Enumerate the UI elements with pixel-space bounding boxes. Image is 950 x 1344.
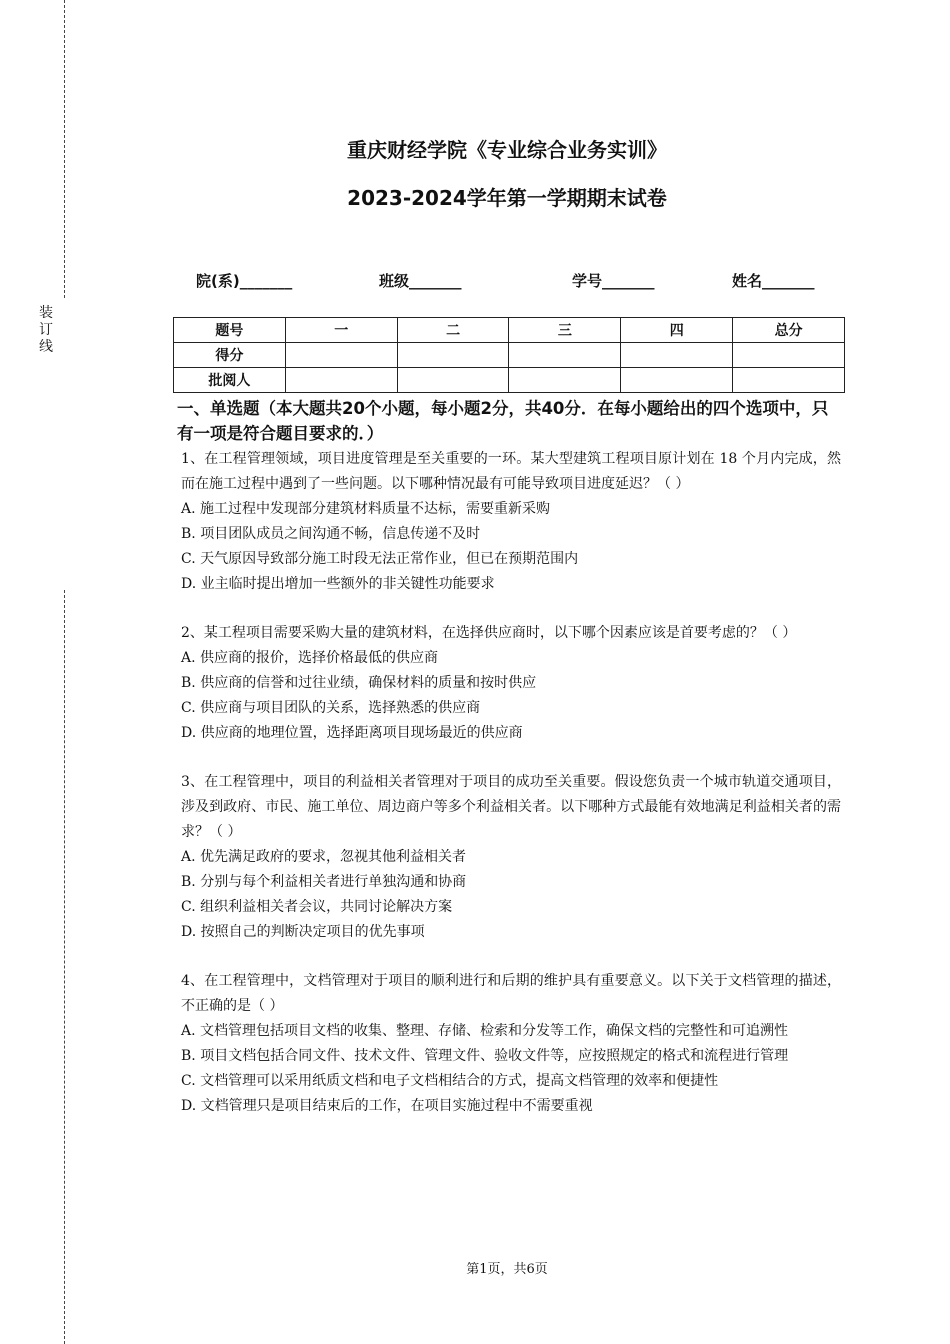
question-2 — [181, 621, 841, 746]
score-table-row-label: 得分 — [174, 343, 286, 368]
score-table-header-cell: 一 — [285, 318, 397, 343]
score-table-header-cell: 二 — [397, 318, 509, 343]
binding-label-char: 装 — [39, 305, 53, 321]
section-heading: 一、单选题（本大题共20个小题，每小题2分，共40分．在每小题给出的四个选项中，只有一项是符合题目要求的．） — [177, 399, 829, 443]
option-a: A. 文档管理包括项目文档的收集、整理、存储、检索和分发等工作，确保文档的完整性和可追溯性 — [181, 1023, 789, 1039]
score-table-cell — [733, 343, 845, 368]
option-a: A. 优先满足政府的要求，忽视其他利益相关者 — [181, 849, 467, 865]
score-table-header-cell: 三 — [509, 318, 621, 343]
score-table-cell — [397, 368, 509, 393]
question-3 — [181, 770, 841, 945]
question-stem: 3、在工程管理中，项目的利益相关者管理对于项目的成功至关重要。假设您负责一个城市轨道交通项目，涉及到政府、市民、施工单位、周边商户等多个利益相关者。以下哪种方式最能有效地满足利益相关者的需求？（ ） — [181, 774, 841, 840]
score-table-header-cell: 总分 — [733, 318, 845, 343]
page-footer: 第1页，共6页 — [466, 1262, 548, 1277]
score-table-row-grader — [174, 368, 845, 393]
score-table-cell — [397, 343, 509, 368]
score-table-header-cell: 题号 — [174, 318, 286, 343]
option-b: B. 供应商的信誉和过往业绩，确保材料的质量和按时供应 — [181, 675, 537, 691]
score-table-cell — [285, 343, 397, 368]
binding-label-char: 订 — [39, 322, 53, 338]
option-c: C. 组织利益相关者会议，共同讨论解决方案 — [181, 899, 453, 915]
option-b: B. 项目文档包括合同文件、技术文件、管理文件、验收文件等，应按照规定的格式和流程进行管理 — [181, 1048, 789, 1064]
question-stem: 4、在工程管理中，文档管理对于项目的顺利进行和后期的维护具有重要意义。以下关于文档管理的描述，不正确的是（ ） — [181, 973, 841, 1014]
option-b: B. 分别与每个利益相关者进行单独沟通和协商 — [181, 874, 467, 890]
department-field: 院(系)_______ — [196, 272, 293, 290]
score-table-row-score — [174, 343, 845, 368]
option-c: C. 供应商与项目团队的关系，选择熟悉的供应商 — [181, 700, 481, 716]
score-table-cell — [621, 368, 733, 393]
student-id-field: 学号_______ — [572, 272, 655, 290]
option-d: D. 文档管理只是项目结束后的工作，在项目实施过程中不需要重视 — [181, 1098, 593, 1114]
class-field: 班级_______ — [379, 272, 462, 290]
question-4 — [181, 969, 841, 1119]
option-d: D. 业主临时提出增加一些额外的非关键性功能要求 — [181, 576, 495, 592]
binding-label-char: 线 — [39, 339, 53, 355]
score-table-header-cell: 四 — [621, 318, 733, 343]
exam-content — [177, 396, 841, 1143]
option-b: B. 项目团队成员之间沟通不畅，信息传递不及时 — [181, 526, 481, 542]
binding-label — [38, 305, 54, 356]
score-table-cell — [621, 343, 733, 368]
binding-dashed-line-bottom — [64, 590, 65, 1344]
score-table-cell — [733, 368, 845, 393]
student-info-row — [0, 270, 950, 292]
option-d: D. 按照自己的判断决定项目的优先事项 — [181, 924, 425, 940]
question-1 — [181, 447, 841, 597]
score-table-row-label: 批阅人 — [174, 368, 286, 393]
exam-title-line1: 重庆财经学院《专业综合业务实训》 — [347, 138, 667, 162]
option-d: D. 供应商的地理位置，选择距离项目现场最近的供应商 — [181, 725, 523, 741]
score-table — [173, 317, 845, 393]
exam-title-line2: 2023-2024学年第一学期期末试卷 — [347, 186, 667, 210]
option-c: C. 文档管理可以采用纸质文档和电子文档相结合的方式，提高文档管理的效率和便捷性 — [181, 1073, 719, 1089]
question-stem: 2、某工程项目需要采购大量的建筑材料，在选择供应商时，以下哪个因素应该是首要考虑的？（ ） — [181, 625, 797, 641]
score-table-cell — [285, 368, 397, 393]
question-stem: 1、在工程管理领域，项目进度管理是至关重要的一环。某大型建筑工程项目原计划在 18 个月内完成，然而在施工过程中遇到了一些问题。以下哪种情况最有可能导致项目进度延迟？（ ） — [181, 451, 841, 492]
option-a: A. 供应商的报价，选择价格最低的供应商 — [181, 650, 439, 666]
option-c: C. 天气原因导致部分施工时段无法正常作业，但已在预期范围内 — [181, 551, 579, 567]
score-table-cell — [509, 343, 621, 368]
score-table-cell — [509, 368, 621, 393]
score-table-header-row — [174, 318, 845, 343]
option-a: A. 施工过程中发现部分建筑材料质量不达标，需要重新采购 — [181, 501, 551, 517]
name-field: 姓名_______ — [732, 272, 815, 290]
